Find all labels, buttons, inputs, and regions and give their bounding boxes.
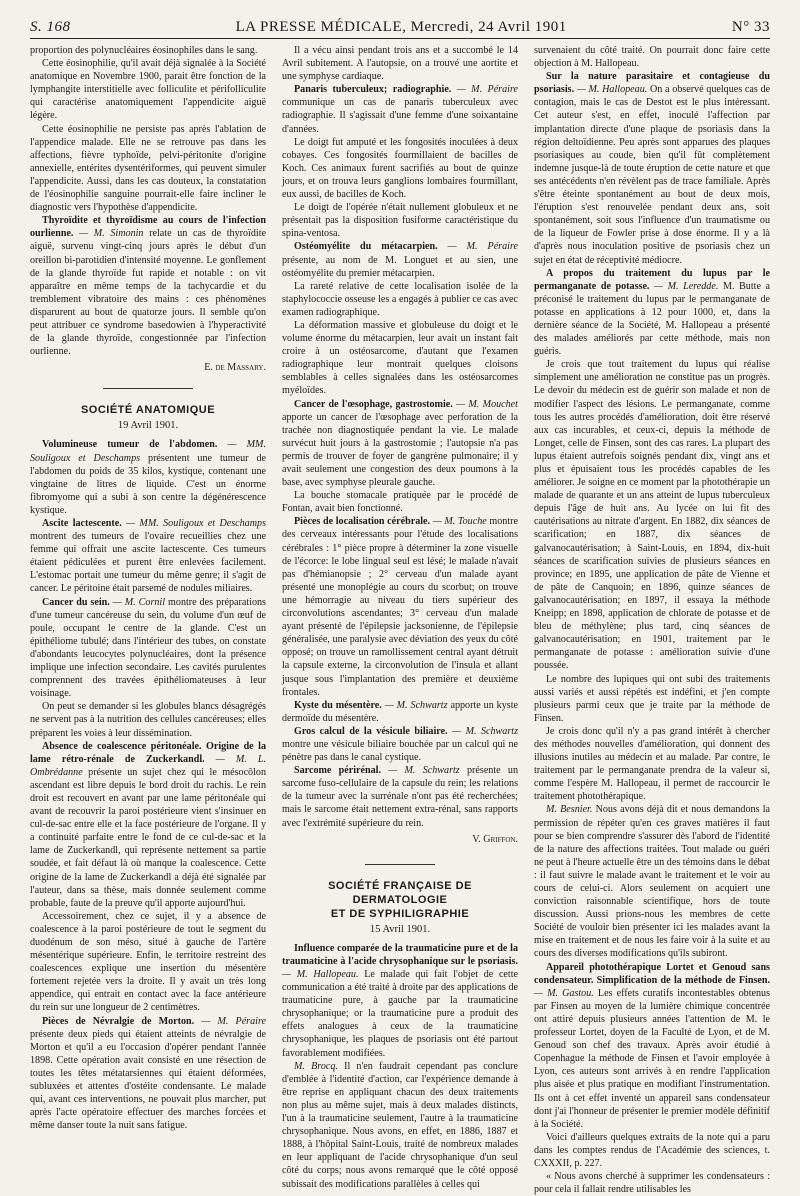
article-text: montre une vésicule biliaire bouchée par un calcul qui ne pénètre pas dans le canal cystique. <box>282 738 518 764</box>
article-text: présente deux pieds qui étaient atteints de névralgie de Morton et qu'il a eu l'occasion d'opérer pendant l'année 1898. Cette opération avait consisté en une résection de toutes les têtes métatarsiennes qui étaient déformées, subluxées et attentes d'ostéite condensante. Le malade qui, avant ces interventions, ne pouvait plus marcher, put après l'acte opératoire effectuer des marches forcées et même danser toute la nuit sans fatigue. <box>30 1028 266 1132</box>
article-photothérapie <box>534 961 770 1131</box>
article-besnier <box>534 803 770 960</box>
section-title-line: SOCIÉTÉ FRANÇAISE DE DERMATOLOGIE <box>328 879 472 906</box>
article-title: Absence de coalescence péritonéale. Origine de la lame rétro-rénale de Zuckerkandl. <box>30 740 266 765</box>
article-author: — M. Péraire <box>456 84 518 96</box>
article-title: Influence comparée de la traumaticine pure et de la traumaticine à l'acide chrysophanique sur le psoriasis. <box>282 942 518 967</box>
text-columns <box>30 44 770 1196</box>
article-title: Pièces de Névralgie de Morton. <box>42 1015 195 1027</box>
article-text: présente un sujet chez qui le mésocôlon ascendant est libre depuis le bord droit du rachis. Le rein droit est recouvert en avant par une lame péritonéale qui avant de recouvrir la paroi postérieure vient s'insinuer en cul-de-sac entre elle et la face postérieure de l'organe. Il y a continuité parfaite entre le fond de ce cul-de-sac et la lame de Zuckerkandl, qui représente nettement sa partie soudée, et fait défaut là où manque la coalescence. Cette origine de la lame de Zuckerkandl a déjà été signalée par l'auteur, dans sa thèse, mais donnée seulement comme probable, faute de la preuve qu'il apporte aujourd'hui. <box>30 766 266 909</box>
section-date: 19 Avril 1901. <box>117 420 179 432</box>
paragraph: Voici d'ailleurs quelques extraits de la note qui a paru dans les comptes rendus de l'Académie des sciences, t. CXXXII, p. 227. <box>534 1131 770 1169</box>
article-cancer-sein <box>30 596 266 701</box>
running-head <box>30 12 770 36</box>
article-title: Sur la nature parasitaire et contagieuse du psoriasis. <box>534 71 770 96</box>
column-2 <box>282 44 518 1196</box>
article-text: présente un sarcome fuso-cellulaire de la capsule du rein; les relations de la tumeur avec la surrénale n'ont pas été recherchées; mais le sarcome était nettement extra-rénal, sans rapports avec l'extrémité supérieure du rein. <box>282 765 518 829</box>
article-brocq <box>282 1060 518 1191</box>
article-text: communique un cas de panaris tuberculeux avec radiographie. Il s'agissait d'une femme d'une soixantaine d'années. <box>282 97 518 135</box>
paragraph: Je crois que tout traitement du lupus qui réalise simplement une amélioration ne constitue pas un progrès. Le devoir du médecin est de guérir son malade et non de modifier l'aspect des lésions. Le permanganate, comme tous les autres procédés d'amélioration, doit être réservé aux cas incurables, et ceux-ci, depuis la méthode de Longet, celle de Finsen, sont des cas rares. La plupart des lupus étaient autrefois soignés pendant dix, vingt ans et plus et épuisaient tous les procédés capables de les améliorer. Je soigne en ce moment par la photothérapie un malade de quarante et un ans atteint de lupus tuberculeux depuis l'âge de huit ans. Au lycée on lui fit des cautérisations au nitrate d'argent. En 1882, dix séances de scarification; en 1887, dix séances de galvanocautérisation; à Saint-Louis, en 1894, dix-huit séances de scarification suivies de plusieurs séances en province; en 1895, une application de pâte de Vienne et de pâte de Canquoin; en 1896, quinze séances de galvanocautérisation; en 1897, il essaya la méthode Kneipp; en 1898, application de chlorate de potasse et de bleu de méthylène; plus tard, cinq séances de galvanocautérisation; en 1901, traitement par le permanganate de potasse : amélioration suivie d'une poussée. <box>534 359 770 672</box>
column-3 <box>534 44 770 1196</box>
paragraph: proportion des polynucléaires éosinophiles dans le sang. <box>30 45 258 56</box>
article-tumeur <box>30 438 266 517</box>
article-text: montre des préparations d'une tumeur cancéreuse du sein, du volume d'un œuf de poule, occupant le centre de la glande. C'est un épithéliome tubulé; dans l'intérieur des tubes, on constate d'abondants leucocytes polynucléaires, dont la présence implique une infection secondaire. Les cavités purulentes comprennent des travées épithéliomateuses à leur voisinage. <box>30 596 266 700</box>
article-author: — M. Touche <box>432 516 487 528</box>
article-author: — M. Gastou. <box>534 987 594 999</box>
journal-title: LA PRESSE MÉDICALE, Mercredi, 24 Avril 1901 <box>235 19 567 35</box>
article-text: On a observé quelques cas de contagion, mais le cas de Destot est le plus intéressant. Cet auteur s'est, en effet, inoculé l'affection par implantation directe d'une plaque de psoriasis dans la région deltoïdienne. Peu après sont apparues des plaques psoriasiques au coude, bien qu'il fût complètement indemne jusque-là de toute éruption de cette nature et que ses antécédents n'en révèlent pas de trace familiale. Après s'être éteinte spontanément au bout de deux mois, l'éruption s'est renouvelée pendant deux ans, soit spontanément, soit sous l'influence d'un traumatisme ou de la liqueur de Fowler prise à dose énorme. Il y a là d'après nous inoculation positive de psoriasis chez un sujet en état de réceptivité médiocre. <box>534 84 770 266</box>
article-author: — MM. Souligoux et Deschamps <box>126 518 266 529</box>
article-author: — MM. Souligoux et Deschamps <box>30 439 266 464</box>
article-author: — M. Schwartz <box>384 699 448 711</box>
section-date: 15 Avril 1901. <box>369 923 431 935</box>
section-rule <box>103 388 193 389</box>
article-thyroidite <box>30 214 266 358</box>
article-author: — M. Cornil <box>112 596 166 608</box>
article-text: montre des cerveaux intéressants pour l'étude des localisations cérébrales : 1° pièce propre à déterminer la zone visuelle de l'écorce: le lobe lingual seul est lésé; le malade n'avait pas d'hémianopsie ; 2° cerveau d'un malade ayant présenté une monoplégie au cours du scorbut; on trouve une hémorragie au niveau du tiers supérieur des circonvolutions ascendantes; 3° cerveau d'un malade ayant présenté de l'épilepsie jacksonienne, de l'épilepsie généralisée, une paralysie avec déviation des yeux du côté opposé; on trouve un ramollissement central ayant détruit la capsule externe, la circonvolution de l'insula et allant jusque sous l'implantation des première et deuxième frontales. <box>282 516 518 698</box>
header-rule <box>30 38 770 39</box>
article-title: A propos du traitement du lupus par le permanganate de potasse. <box>534 267 770 292</box>
paragraph: Cette éosinophilie, qu'il avait déjà signalée à la Société anatomique en Novembre 1900, parait être fonction de la lymphangite interstitielle avec folliculite et périfolliculite qui caractérise anatomiquement l'appendicite aiguë légère. <box>30 58 266 122</box>
article-author: M. Brocq. <box>294 1060 338 1072</box>
article-text: Il n'en faudrait cependant pas conclure d'emblée à l'identité d'action, car l'expérience demande à être reprise en appliquant chacun des deux traitements non plus au même sujet, mais à deux malades distincts, l'un à la traumaticine seulement, l'autre à la traumaticine chrysophanique. Nous avons, en effet, en 1886, 1887 et 1888, à l'hôpital Saint-Louis, traité de nombreux malades en leur appliquant de l'acide chrysophanique d'un seul côté du corps; nous avons remarqué que le côté opposé subissait des modifications parallèles à celles qui <box>282 1060 518 1190</box>
article-title: Kyste du mésentère. <box>294 699 382 711</box>
paragraph: On peut se demander si les globules blancs désagrégés ne servent pas à la nutrition des cellules cancéreuses; elles préparent les voies à leur dissémination. <box>30 701 266 739</box>
paragraph: Il a vécu ainsi pendant trois ans et a succombé le 14 Avril subitement. A l'autopsie, on a trouvé une aortite et une symphyse cardiaque. <box>282 45 518 83</box>
section-title: SOCIÉTÉ ANATOMIQUE <box>80 404 216 417</box>
article-author: — M. Schwartz <box>388 765 460 777</box>
article-title: Ostéomyélite du métacarpien. <box>294 241 438 253</box>
article-author: — M. Mouchet <box>456 398 518 410</box>
article-kyste <box>282 699 518 725</box>
article-title: Sarcome périrénal. <box>294 765 381 777</box>
article-calcul <box>282 725 518 764</box>
article-author: — M. Hallopeau. <box>576 84 648 96</box>
article-title: Thyroïdite et thyroïdisme au cours de l'infection ourlienne. <box>30 215 266 240</box>
article-title: Volumineuse tumeur de l'abdomen. <box>42 439 218 451</box>
article-title: Cancer du sein. <box>42 596 110 608</box>
article-title: Pièces de localisation cérébrale. <box>294 516 431 528</box>
article-author: — M. Schwartz <box>452 725 519 737</box>
article-author: M. Besnier. <box>546 804 593 816</box>
article-osteomyelite <box>282 240 518 279</box>
article-traumaticine <box>282 942 518 1060</box>
paragraph: Le doigt de l'opérée n'était nullement globuleux et ne présentait pas la disposition fusiforme caractéristique du spina-ventosa. <box>282 202 518 240</box>
article-text: M. Butte a préconisé le traitement du lupus par le permanganate de potasse en applications à 12 pour 1000, et, dans la dernière séance de la Société, M. Hallopeau a présenté des malades améliorés par cette méthode, mais non guéris. <box>534 280 770 358</box>
article-lupus <box>534 267 770 359</box>
issue-number: N° 33 <box>731 19 770 35</box>
article-author: — M. L. Ombrédanne <box>30 753 266 778</box>
article-title: Ascite lactescente. <box>42 518 122 529</box>
signature: V. Griffon. <box>472 833 518 845</box>
article-title: Gros calcul de la vésicule biliaire. <box>294 725 448 737</box>
section-title-line: ET DE SYPHILIGRAPHIE <box>330 907 470 920</box>
paragraph: La déformation massive et globuleuse du doigt et le volume énorme du métacarpien, leur avait un instant fait croire à un ostéosarcome, d'autant que l'examen radiographique leur montrait quelques cloisons semblables à celles signalées dans les ostéosarcomes myéloïdes. <box>282 319 518 397</box>
section-rule <box>365 864 435 865</box>
article-text: présentent une tumeur de l'abdomen du poids de 35 kilos, kystique, contenant une vingtaine de litres de liquide. C'est un énorme fibromyome qui a subi à son centre la dégénérescence kystique. <box>30 452 266 516</box>
article-text: apporte un cancer de l'œsophage avec perforation de la trachée non diagnostiquée pendant la vie. Le malade survécut huit jours à la gastrostomie ; l'autopsie n'a pas permis de trouver de foyer de gangrène pulmonaire; il y avait seulement une congestion des deux poumons à la base, avec symphyse pleurale gauche. <box>282 411 518 489</box>
article-author: — M. Péraire <box>201 1015 266 1027</box>
article-text: Le malade qui fait l'objet de cette communication a été traité à droite par des applications de traumaticine pure, à gauche par la traumaticine chrysophanique; or la traumaticine pure a produit des effets analogues à ceux de la traumaticine chrysophanique, les plaques de psoriasis ont été partout favorablement modifiées. <box>282 969 519 1059</box>
article-title: Appareil photothérapique Lortet et Genoud sans condensateur. Simplification de la méthode de Finsen. <box>534 961 770 986</box>
article-text: montrent des tumeurs de l'ovaire recueillies chez une femme qui offrait une ascite lactescente. Ces tumeurs étaient pédiculées et purent être enlevées facilement. L'estomac portait une tumeur du même genre; il s'agit de cancer. Le péritoine était parsemé de nodules miliaires. <box>30 531 266 595</box>
article-oesophage <box>282 398 518 490</box>
article-author: — M. Hallopeau. <box>282 969 359 980</box>
paragraph: Cette éosinophilie ne persiste pas après l'ablation de l'appendice malade. Elle ne se retrouve pas dans les affections, fièvre typhoïde, pelvi-péritonite d'origine annexielle, entérites dysentériformes, qui peuvent simuler l'appendicite. Aussi, dans les cas douteux, la constatation de l'éosinophilie sanguine pourrait-elle faire incliner le diagnostic vers l'hypothèse d'appendicite. <box>30 123 266 214</box>
article-morton <box>30 1015 266 1133</box>
article-title: Panaris tuberculeux; radiographie. <box>294 84 452 96</box>
article-text: Les effets curatifs incontestables obtenus par Finsen au moyen de la lumière chimique concentrée ont attiré depuis plusieurs années l'attention de M. le professeur Lortet, doyen de la Faculté de Lyon, et de M. Genoud son chef des travaux. Après avoir étudié à Copenhague la méthode de Finsen et l'avoir employée à Lyon, ces auteurs sont arrivés à en rendre l'application plus aisée et plus pratique en modifiant l'instrumentation. Ils ont à cet effet inventé un appareil sans condensateur dont j'ai l'honneur de présenter le premier modèle définitif à la Société. <box>534 987 770 1130</box>
article-author: — M. Péraire <box>447 241 518 253</box>
article-author: — M. Leredde. <box>654 280 719 292</box>
paragraph: Accessoirement, chez ce sujet, il y a absence de coalescence à la paroi postérieure de tout le segment du duodénum de son méso, situé à gauche de l'artère mésentérique supérieure. Enfin, le territoire restreint des coalescences explique une insertion du mésentère fortement rejetée vers la droite. Il y avait un très long appendice, qui entrait en contact avec la face antérieure du rein sur une longueur de 2 centimètres. <box>30 910 266 1014</box>
article-text: apporte un kyste dermoïde du mésentère. <box>282 699 518 724</box>
article-panaris <box>282 83 518 135</box>
paragraph: Le nombre des lupiques qui ont subi des traitements aussi variés et aussi répétés est indéfini, et j'en compte plusieurs parmi ceux que je traite par la méthode de Finsen. <box>534 673 770 724</box>
article-text: relate un cas de thyroïdite aiguë, survenu vingt-cinq jours après le début d'un oreillon bi-parotidien d'intensité moyenne. Le gonflement de la glande thyroïde fut rapide et notable : on vit apparaître en même temps de la tachycardie et du tremblement vibratoire des mains : ces phénomènes disparurent au bout de quatorze jours. Il semble qu'on peut attribuer ce syndrome basedowien à l'hyperactivité de la glande thyroïde, congestionnée par l'infection ourlienne. <box>30 228 266 358</box>
article-coalescence <box>30 740 266 910</box>
paragraph: survenaient du côté traité. On pourrait donc faire cette objection à M. Hallopeau. <box>534 45 770 70</box>
column-1 <box>30 44 266 1196</box>
article-author: — M. Simonin <box>79 228 144 240</box>
article-text: Nous avons déjà dit et nous demandons la permission de répéter qu'en ces graves matières il faut pour se bien comprendre s'assurer dès l'abord de l'identité de la nature des affections traitées. Tout malade ou guéri ne peut à l'heure actuelle être un des témoins dans le débat : il faut suivre le malade avant le traitement et le voir au cours de celui-ci. Alors seulement on acquiert une conviction raisonnable scientifique, hors de toute discussion. Aussi prions-nous les membres de cette Société de vouloir bien présenter ici les malades avant la mise en traitement et de nous les faire voir à la suite et au cours des diverses modifications qu'ils subiront. <box>534 804 770 960</box>
signature: E. de Massary. <box>204 362 266 374</box>
article-sarcome <box>282 764 518 829</box>
article-text: présente, au nom de M. Longuet et au sien, une ostéomyélite du premier métacarpien. <box>282 254 518 279</box>
paragraph: La bouche stomacale pratiquée par le procédé de Fontan, avait bien fonctionné. <box>282 490 518 515</box>
article-title: Cancer de l'œsophage, gastrostomie. <box>294 398 453 410</box>
article-psoriasis <box>534 70 770 266</box>
section-title <box>282 879 518 921</box>
paragraph: Je crois donc qu'il n'y a pas grand intérêt à chercher des méthodes nouvelles d'amélioration, qui donnent des illusions inutiles au médecin et au malade. Par contre, le traitement par le permanganate prendra de la valeur si, comme l'espère M. Hallopeau, il permet de raccourcir le traitement photothérapique. <box>534 725 770 803</box>
page-number: S. 168 <box>30 19 71 35</box>
paragraph: Le doigt fut amputé et les fongosités inoculées à deux cobayes. Ces fongosités fourmillaient de bacilles de Koch. Ces animaux furent sacrifiés au bout de quinze jours, et on trouva leurs ganglions lombaires fourmillant, eux aussi, de bacilles de Koch. <box>282 136 518 201</box>
paragraph: La rareté relative de cette localisation isolée de la staphylococcie osseuse les a engagés à publier ce cas avec examen radiographique. <box>282 280 518 318</box>
paragraph: « Nous avons cherché à supprimer les condensateurs : pour cela il fallait rendre utilisables les <box>534 1171 770 1196</box>
article-ascite <box>30 517 266 596</box>
article-localisation <box>282 515 518 698</box>
